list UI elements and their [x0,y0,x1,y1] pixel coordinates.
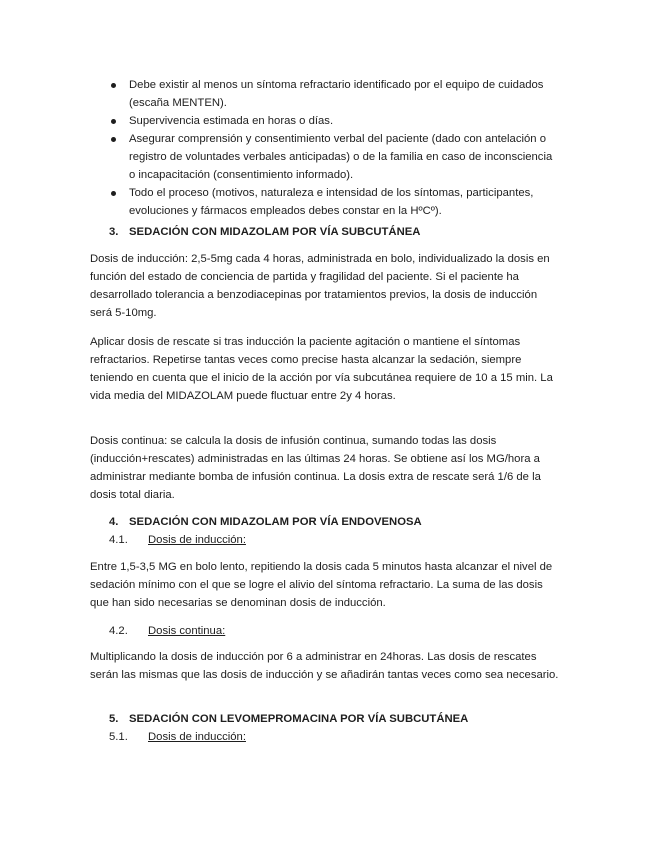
section-4-paragraph-induction: Entre 1,5-3,5 MG en bolo lento, repitiendo la dosis cada 5 minutos hasta alcanzar el nivel de sedación mínimo con el que se logre el alivio del síntoma refractario. La suma de las dosis que han sido necesarias se denominan dosis de inducción. [90,561,553,609]
section-5-heading: 5. SEDACIÓN CON LEVOMEPROMACINA POR VÍA SUBCUTÁNEA [109,713,469,725]
section-4-heading: 4. SEDACIÓN CON MIDAZOLAM POR VÍA ENDOVENOSA [109,516,422,528]
section-3-paragraph-rescue: Aplicar dosis de rescate si tras inducción la paciente agitación o mantiene el síntomas refractarios. Repetirse tantas veces como precise hasta alcanzar la sedación, siempre teniendo en cuenta que el inicio de la acción por vía subcutánea requiere de 10 a 15 min. La vida media del MIDAZOLAM puede fluctuar entre 2y 4 horas. [90,336,553,402]
bullet-dot-icon [111,191,116,196]
section-4-1-subheading: 4.1. Dosis de inducción: [109,534,246,546]
bullet-dot-icon [111,119,116,124]
bullet-dot-icon [111,137,116,142]
section-3-heading: 3. SEDACIÓN CON MIDAZOLAM POR VÍA SUBCUTÁNEA [109,226,421,238]
section-5-1-subheading: 5.1. Dosis de inducción: [109,731,246,743]
section-4-paragraph-continuous: Multiplicando la dosis de inducción por 6 a administrar en 24horas. Las dosis de rescates serán las mismas que las dosis de inducción y se añadirán tantas veces como sea necesario. [90,651,559,681]
bullet-dot-icon [111,83,116,88]
bullet-item: Debe existir al menos un síntoma refractario identificado por el equipo de cuidados (escaña MENTEN). [109,76,559,112]
bullet-item: Todo el proceso (motivos, naturaleza e intensidad de los síntomas, participantes, evoluciones y fármacos empleados debes constar en la HºCº). [109,184,559,220]
section-3-paragraph-continuous: Dosis continua: se calcula la dosis de infusión continua, sumando todas las dosis (inducción+rescates) administradas en las últimas 24 horas. Se obtiene así los MG/hora a administrar mediante bomba de infusión continua. La dosis extra de rescate será 1/6 de la dosis total diaria. [90,435,541,501]
criteria-bullet-list [109,76,559,220]
section-3-paragraph-induction: Dosis de inducción: 2,5-5mg cada 4 horas, administrada en bolo, individualizado la dosis en función del estado de conciencia de partida y fragilidad del paciente. Si el paciente ha desarrollado tolerancia a benzodiacepinas por tratamientos previos, la dosis de inducción será 5-10mg. [90,253,550,319]
bullet-item: Asegurar comprensión y consentimiento verbal del paciente (dado con antelación o registro de voluntades verbales anticipadas) o de la familia en caso de inconsciencia o incapacitación (consentimiento informado). [109,130,559,184]
bullet-item: Supervivencia estimada en horas o días. [109,112,559,130]
section-4-2-subheading: 4.2. Dosis continua: [109,625,226,637]
